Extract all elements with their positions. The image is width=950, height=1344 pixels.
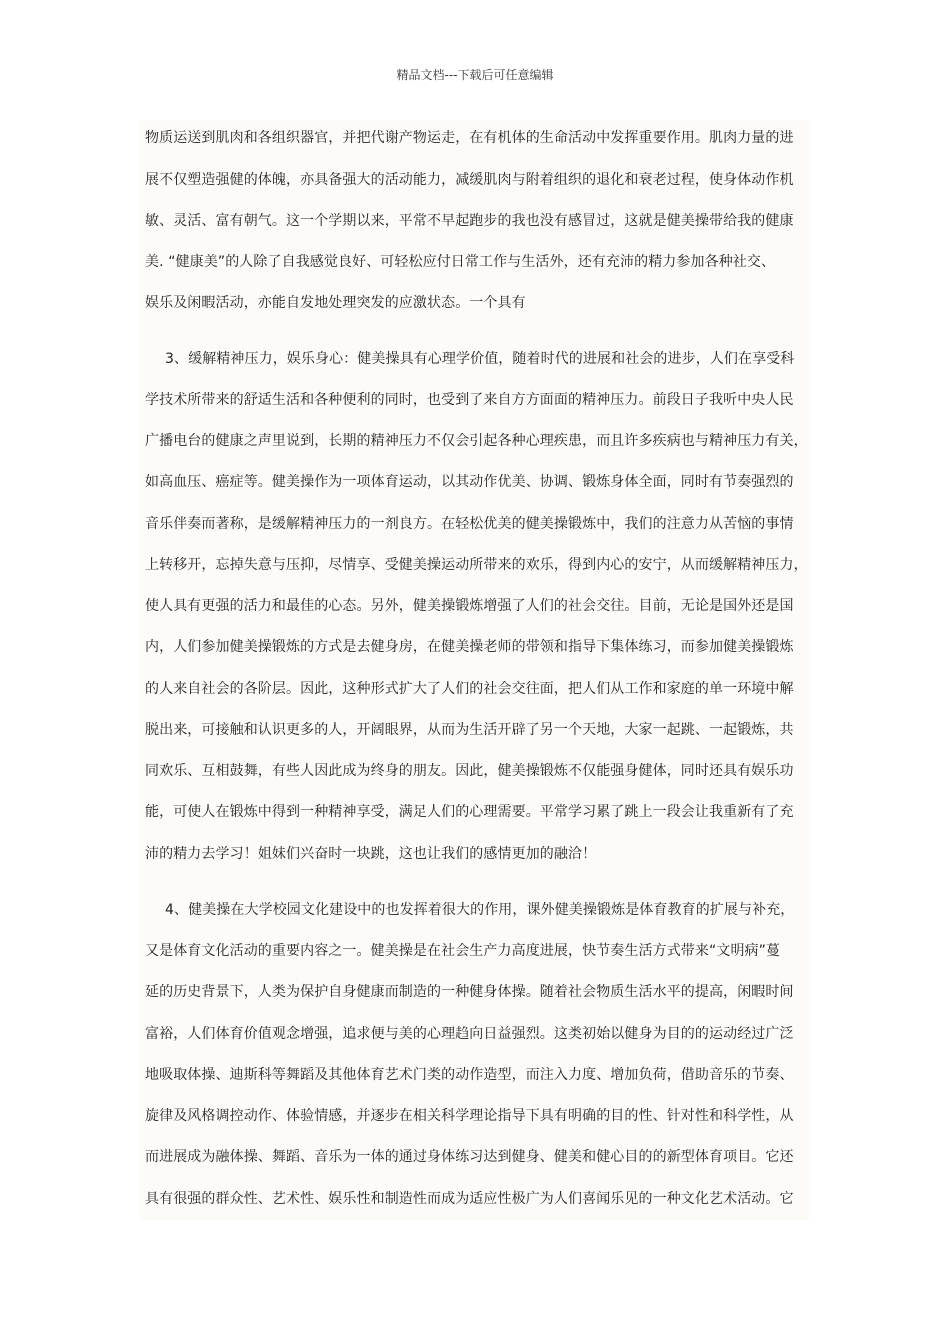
text-line: 沛的精力去学习！姐妹们兴奋时一块跳，这也让我们的感情更加的融洽！: [145, 846, 597, 862]
text-line: 而进展成为融体操、舞蹈、音乐为一体的通过身体练习达到健身、健美和健心目的的新型体育项目。它还: [145, 1149, 794, 1165]
text-line: 娱乐及闲暇活动，亦能自发地处理突发的应激状态。一个具有: [145, 295, 526, 311]
text-line: 广播电台的健康之声里说到，长期的精神压力不仅会引起各种心理疾患，而且许多疾病也与精神压力有关，: [145, 433, 808, 449]
text-line: 上转移开，忘掉失意与压抑，尽情享、受健美操运动所带来的欢乐，得到内心的安宁，从而缓解精神压力，: [145, 557, 808, 573]
text-line: 旋律及风格调控动作、体验情感，并逐步在相关科学理论指导下具有明确的目的性、针对性和科学性，从: [145, 1108, 794, 1124]
text-line: 具有很强的群众性、艺术性、娱乐性和制造性而成为适应性极广为人们喜闻乐见的一种文化艺术活动。它: [145, 1191, 794, 1207]
text-line: 使人具有更强的活力和最佳的心态。另外，健美操锻炼增强了人们的社会交往。目前，无论是国外还是国: [145, 598, 794, 614]
text-line: 又是体育文化活动的重要内容之一。健美操是在社会生产力高度进展，快节奏生活方式带来“文明病”蔓: [145, 943, 781, 959]
text-line: 学技术所带来的舒适生活和各种便利的同时，也受到了来自方方面面的精神压力。前段日子我听中央人民: [145, 392, 794, 408]
text-line: 音乐伴奏而著称，是缓解精神压力的一剂良方。在轻松优美的健美操锻炼中，我们的注意力从苦恼的事情: [145, 516, 794, 532]
page-header: 精品文档---下载后可任意编辑: [396, 68, 554, 82]
text-line: 敏、灵活、富有朝气。这一个学期以来，平常不早起跑步的我也没有感冒过，这就是健美操带给我的健康: [145, 213, 794, 229]
text-line: 能，可使人在锻炼中得到一种精神享受，满足人们的心理需要。平常学习累了跳上一段会让我重新有了充: [145, 804, 794, 820]
text-line: 3、缓解精神压力，娱乐身心：健美操具有心理学价值，随着时代的进展和社会的进步，人们在享受科: [165, 351, 795, 367]
text-line: 富裕，人们体育价值观念增强，追求便与美的心理趋向日益强烈。这类初始以健身为目的的运动经过广泛: [145, 1026, 794, 1042]
text-line: 延的历史背景下，人类为保护自身健康而制造的一种健身体操。随着社会物质生活水平的提高，闲暇时间: [145, 984, 794, 1000]
text-line: 的人来自社会的各阶层。因此，这种形式扩大了人们的社会交往面，把人们从工作和家庭的单一环境中解: [145, 681, 794, 697]
text-line: 脱出来，可接触和认识更多的人，开阔眼界，从而为生活开辟了另一个天地，大家一起跳、一起锻炼，共: [145, 722, 794, 738]
text-line: 物质运送到肌肉和各组织器官，并把代谢产物运走，在有机体的生命活动中发挥重要作用。肌肉力量的进: [145, 130, 794, 146]
text-line: 如高血压、癌症等。健美操作为一项体育运动，以其动作优美、协调、锻炼身体全面，同时有节奏强烈的: [145, 474, 794, 490]
text-line: 展不仅塑造强健的体魄，亦具备强大的活动能力，减缓肌肉与附着组织的退化和衰老过程，使身体动作机: [145, 172, 794, 188]
content-area: [139, 120, 809, 1220]
text-line: 内，人们参加健美操锻炼的方式是去健身房，在健美操老师的带领和指导下集体练习，而参加健美操锻炼: [145, 639, 794, 655]
text-line: 4、健美操在大学校园文化建设中的也发挥着很大的作用，课外健美操锻炼是体育教育的扩展与补充，: [165, 902, 795, 918]
text-line: 美. “健康美”的人除了自我感觉良好、可轻松应付日常工作与生活外，还有充沛的精力参加各种社交、: [145, 254, 776, 270]
text-line: 地吸取体操、迪斯科等舞蹈及其他体育艺术门类的动作造型，而注入力度、增加负荷，借助音乐的节奏、: [145, 1067, 794, 1083]
text-line: 同欢乐、互相鼓舞，有些人因此成为终身的朋友。因此，健美操锻炼不仅能强身健体，同时还具有娱乐功: [145, 763, 794, 779]
